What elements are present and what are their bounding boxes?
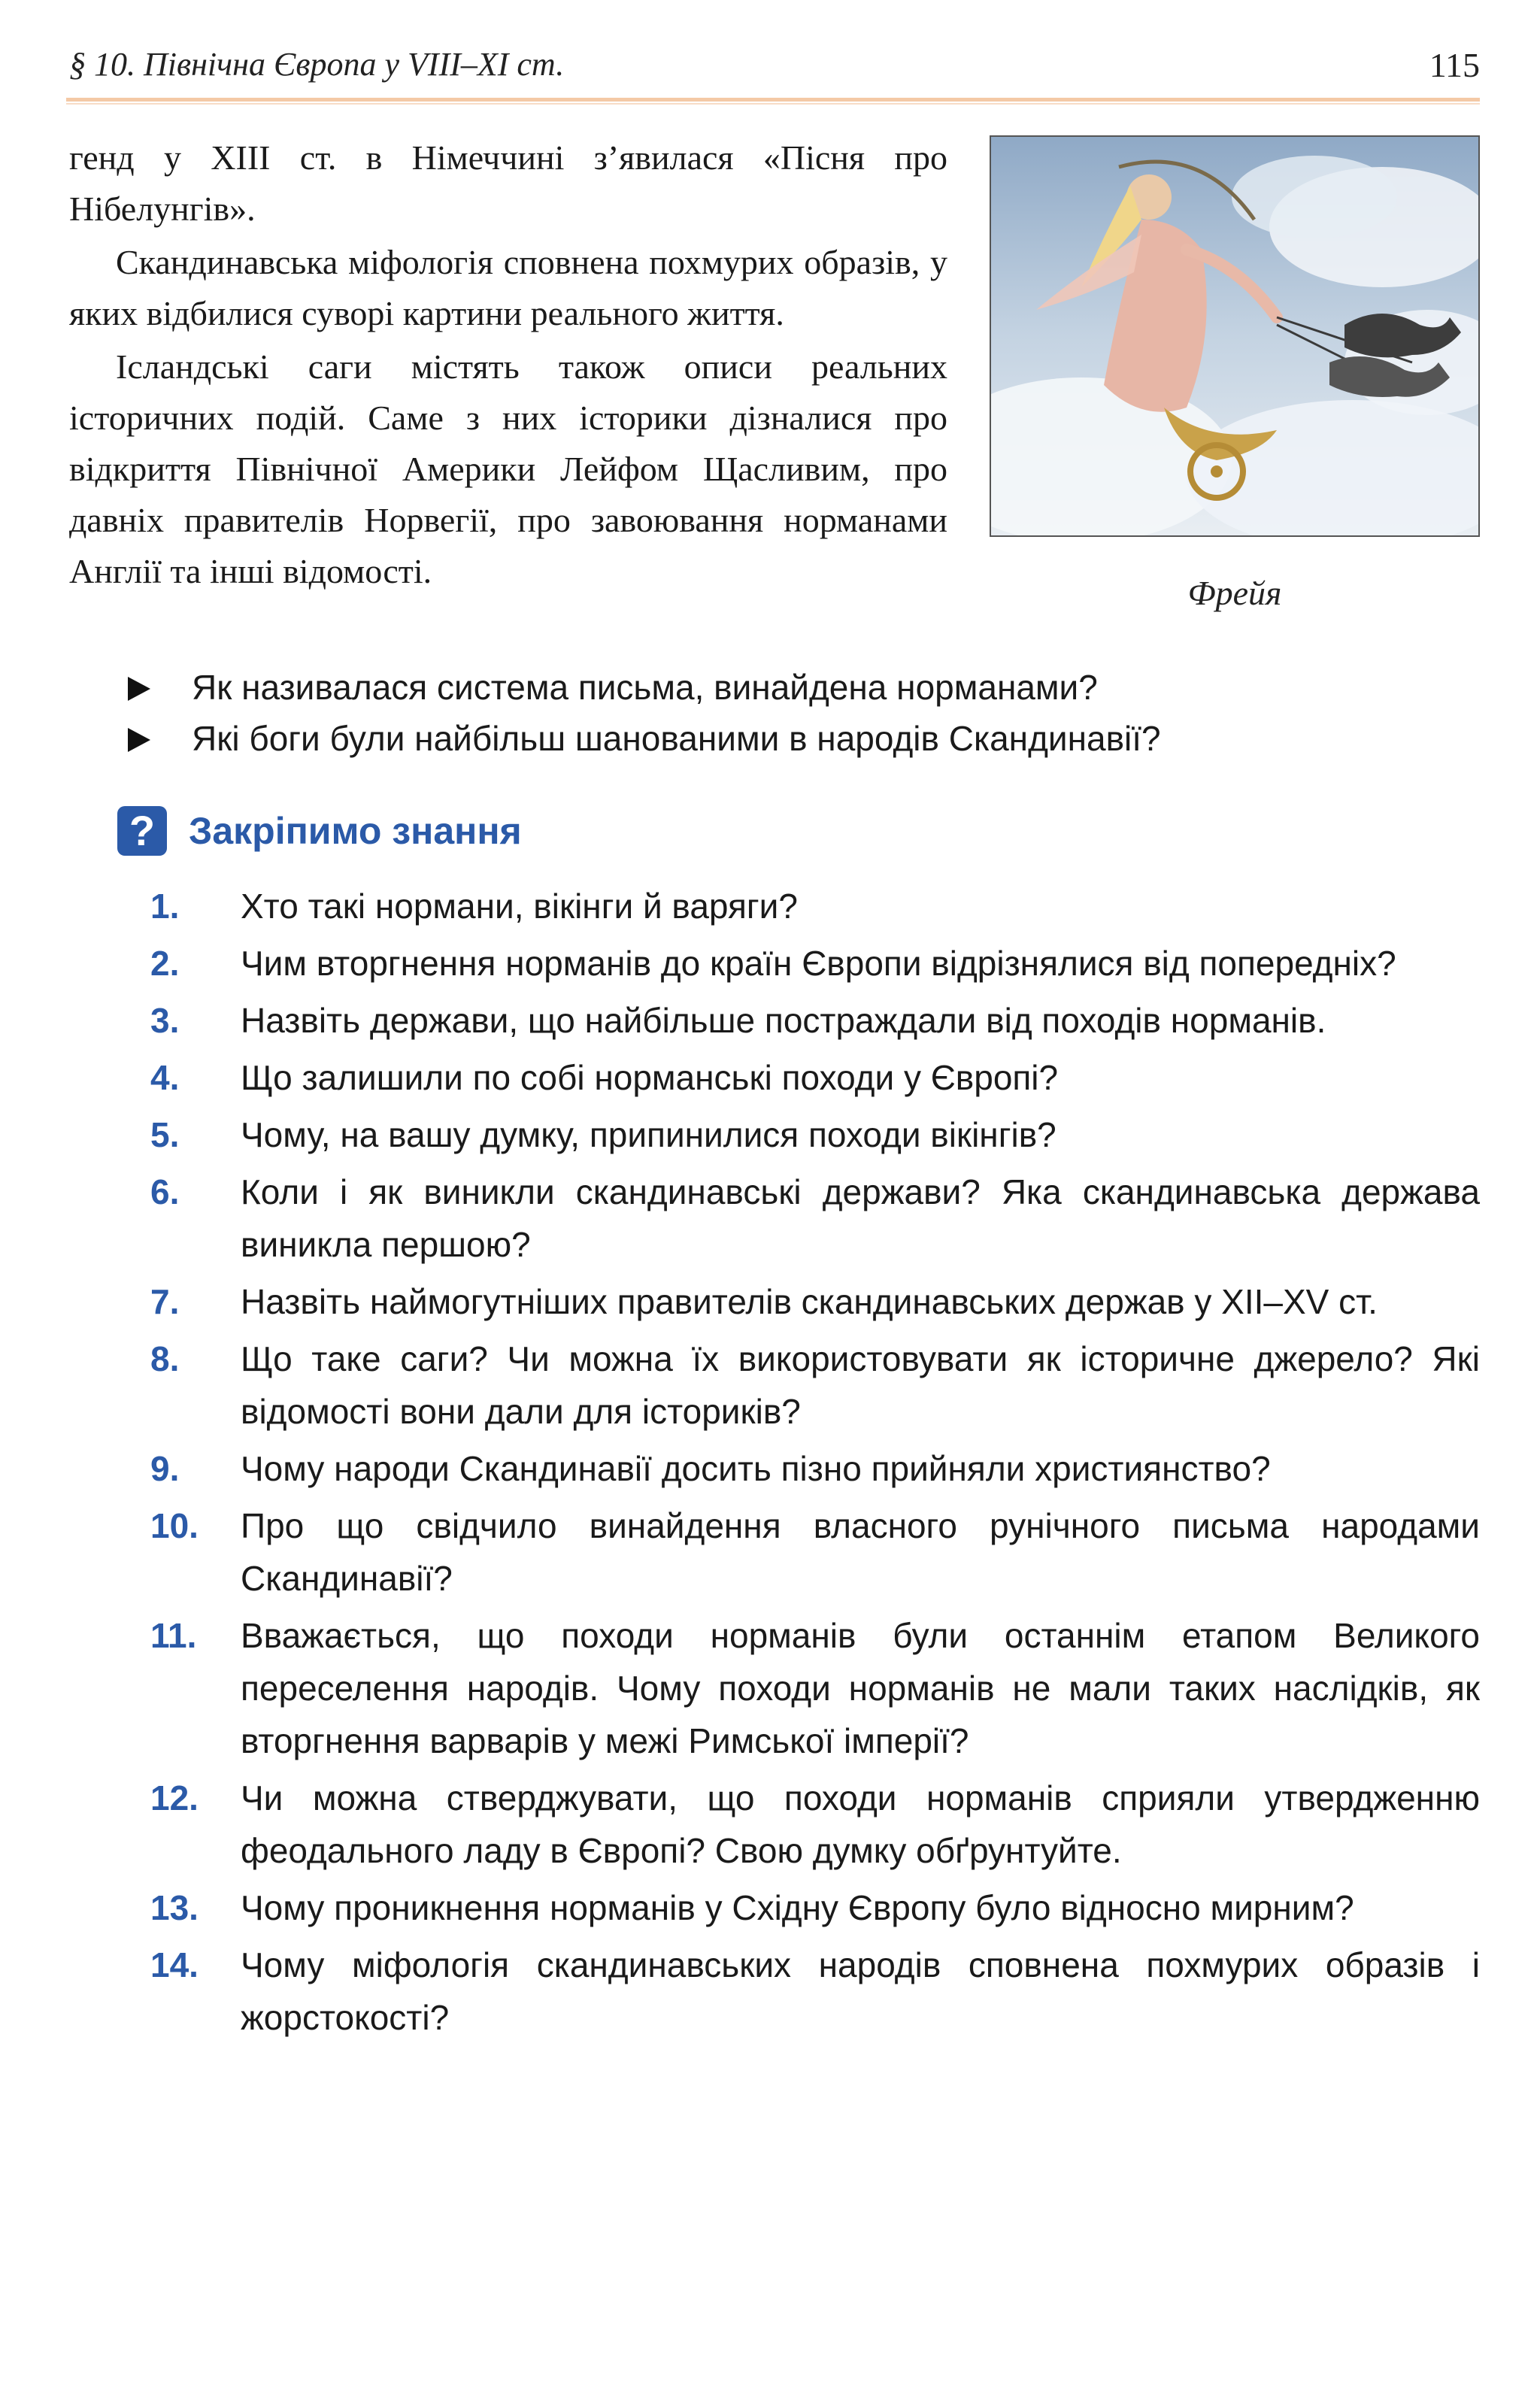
question-item xyxy=(150,880,1480,932)
question-item xyxy=(150,1772,1480,1877)
question-number: 14. xyxy=(150,1945,199,1984)
question-text: Назвіть наймогутніших правителів скандинавських держав у XII–XV ст. xyxy=(241,1282,1378,1321)
question-text: Чому проникнення норманів у Східну Європу було відносно мирним? xyxy=(241,1888,1354,1927)
question-item xyxy=(150,994,1480,1047)
question-text: Чому, на вашу думку, припинилися походи вікінгів? xyxy=(241,1115,1056,1154)
section-title: Закріпимо знання xyxy=(189,810,522,852)
question-number: 11. xyxy=(150,1616,197,1655)
question-item xyxy=(150,1166,1480,1271)
figure-caption: Фрейя xyxy=(1187,574,1282,612)
question-item xyxy=(150,1442,1480,1495)
header-divider-secondary xyxy=(66,103,1480,105)
question-number: 3. xyxy=(150,1001,180,1040)
question-text: Чи можна стверджувати, що походи норманів сприяли утвердженню феодального ладу в Європі? Свою думку обґрунтуйте. xyxy=(241,1778,1480,1870)
question-mark-icon: ? xyxy=(117,806,167,856)
paragraph-3: Ісландські саги містять також описи реальних історичних подій. Саме з них історики дізналися про відкриття Північної Америки Лейфом Щасливим, про давніх правителів Норвегії, про завоювання норманами Англії та інші відомості. xyxy=(69,347,947,590)
question-number: 5. xyxy=(150,1115,180,1154)
question-item xyxy=(150,1108,1480,1161)
question-text: Коли і як виникли скандинавські держави? Яка скандинавська держава виникла першою? xyxy=(241,1172,1480,1264)
question-number: 1. xyxy=(150,887,180,926)
header-divider xyxy=(66,98,1480,102)
question-text: Назвіть держави, що найбільше постраждали від походів норманів. xyxy=(241,1001,1326,1040)
page-number: 115 xyxy=(1429,46,1480,84)
bullet-item xyxy=(128,713,1481,764)
question-number: 8. xyxy=(150,1339,180,1378)
review-bullets xyxy=(128,662,1481,764)
question-text: Що таке саги? Чи можна їх використовувати як історичне джерело? Які відомості вони дали для істориків? xyxy=(241,1339,1480,1431)
question-item xyxy=(150,1332,1480,1438)
paragraph-1: генд у XIII ст. в Німеччині з’явилася «Пісня про Нібелунгів». xyxy=(69,138,947,228)
question-item xyxy=(150,1499,1480,1605)
triangle-bullet-icon xyxy=(128,728,150,752)
freya-illustration xyxy=(990,135,1480,537)
question-text: Хто такі нормани, вікінги й варяги? xyxy=(241,887,798,926)
question-number: 2. xyxy=(150,944,180,983)
question-text: Вважається, що походи норманів були останнім етапом Великого переселення народів. Чому походи норманів не мали таких наслідків, як вторгнення варварів у межі Римської імперії? xyxy=(241,1616,1480,1760)
question-item xyxy=(150,1275,1480,1328)
paragraph-2: Скандинавська міфологія сповнена похмурих образів, у яких відбилися суворі картини реального життя. xyxy=(69,243,947,332)
questions-list xyxy=(150,880,1480,2048)
question-number: 6. xyxy=(150,1172,180,1211)
question-text: Чому народи Скандинавії досить пізно прийняли християнство? xyxy=(241,1449,1271,1488)
question-number: 9. xyxy=(150,1449,180,1488)
running-title: § 10. Північна Європа у VIII–XI ст. xyxy=(69,46,565,83)
question-item xyxy=(150,1939,1480,2044)
body-text xyxy=(69,132,947,599)
triangle-bullet-icon xyxy=(128,677,150,701)
question-item xyxy=(150,1609,1480,1767)
question-number: 13. xyxy=(150,1888,199,1927)
question-item xyxy=(150,1051,1480,1104)
question-number: 10. xyxy=(150,1506,199,1545)
question-text: Чим вторгнення норманів до країн Європи відрізнялися від попередніх? xyxy=(241,944,1396,983)
question-number: 4. xyxy=(150,1058,180,1097)
question-text: Про що свідчило винайдення власного рунічного письма народами Скандинавії? xyxy=(241,1506,1480,1598)
question-text: Що залишили по собі норманські походи у Європі? xyxy=(241,1058,1059,1097)
question-number: 7. xyxy=(150,1282,180,1321)
bullet-text: Які боги були найбільш шанованими в народів Скандинавії? xyxy=(192,719,1161,758)
bullet-item xyxy=(128,662,1481,713)
question-item xyxy=(150,937,1480,990)
question-text: Чому міфологія скандинавських народів сповнена похмурих образів і жорстокості? xyxy=(241,1945,1480,2037)
question-number: 12. xyxy=(150,1778,199,1817)
question-item xyxy=(150,1881,1480,1934)
bullet-text: Як називалася система письма, винайдена норманами? xyxy=(192,668,1098,707)
